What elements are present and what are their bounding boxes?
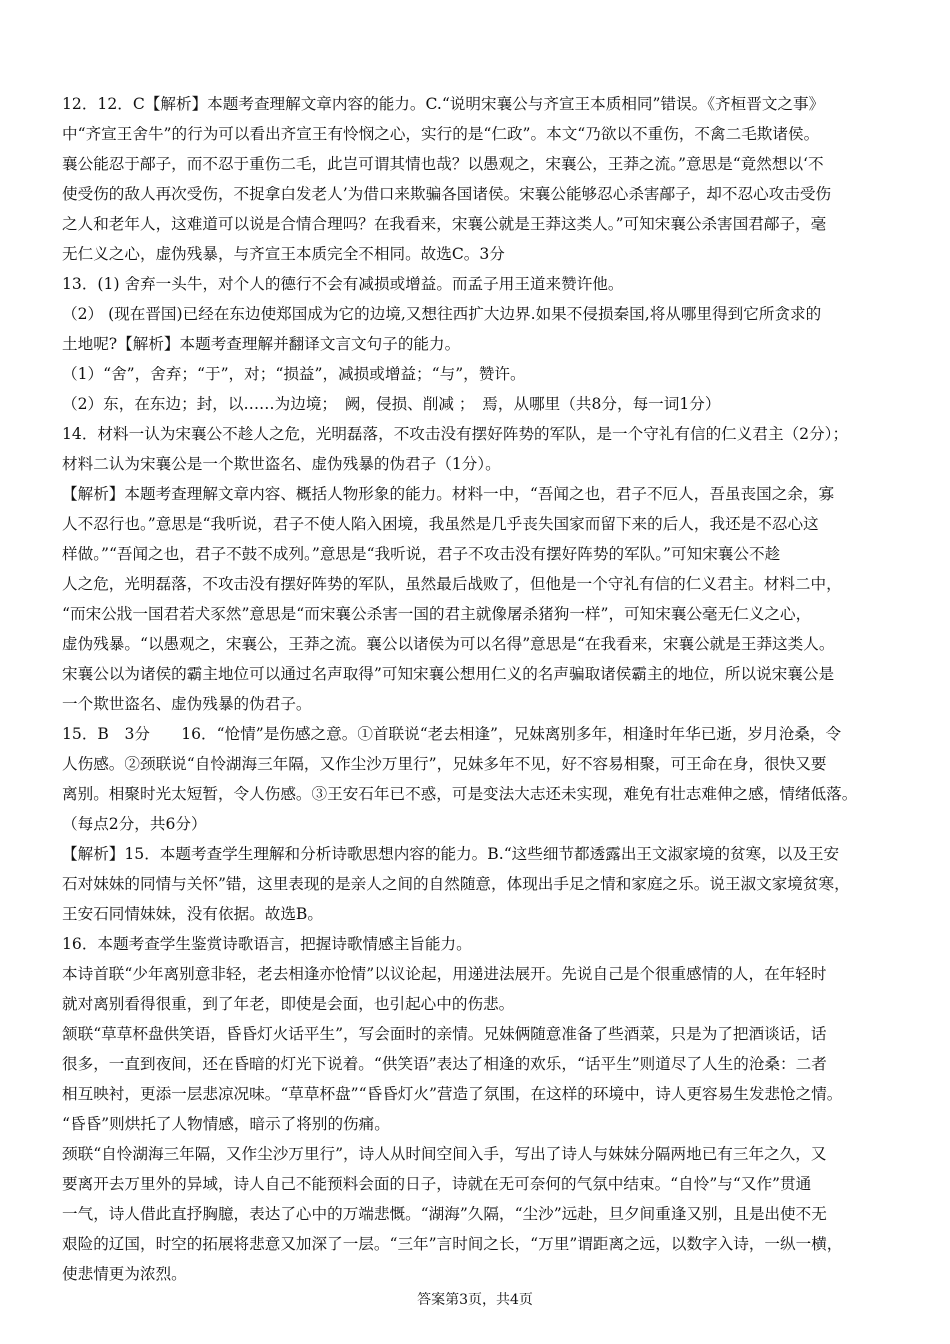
text-line: “昏昏”则烘托了人物情感，暗示了将别的伤痛。	[62, 1115, 390, 1133]
page-footer: 答案第3页，共4页	[417, 1292, 533, 1308]
text-line: 很多，一直到夜间，还在昏暗的灯光下说着。“供笑语”表达了相逢的欢乐，“话平生”则道尽了人生的沧桑：二者	[62, 1055, 827, 1073]
text-line: 【解析】15．本题考查学生理解和分析诗歌思想内容的能力。B.“这些细节都透露出王文淑家境的贫寒，以及王安	[62, 845, 840, 863]
text-line: 一气，诗人借此直抒胸臆，表达了心中的万端悲慨。“湖海”久隔，“尘沙”远赴，旦夕间重逢又别，且是出使不无	[62, 1205, 827, 1223]
text-line: 要离开去万里外的异域，诗人自己不能预料会面的日子，诗就在无可奈何的气氛中结束。“自怜”与“又作”贯通	[62, 1175, 812, 1193]
text-line: 土地呢?【解析】本题考查理解并翻译文言文句子的能力。	[62, 335, 461, 353]
text-line: 使悲情更为浓烈。	[62, 1265, 187, 1283]
text-line: 12．12．C【解析】本题考查理解文章内容的能力。C.“说明宋襄公与齐宣王本质相同”错误。《齐桓晋文之事》	[62, 95, 825, 113]
text-line: 虚伪残暴。“以愚观之，宋襄公，王莽之流。襄公以诸侯为可以名得”意思是“在我看来，宋襄公就是王莽这类人。	[62, 635, 835, 653]
answer-text-body	[62, 89, 894, 1289]
text-line: 使受伤的敌人再次受伤，不捉拿白发老人’为借口来欺骗各国诸侯。宋襄公能够忍心杀害鄗子，却不忍心攻击受伤	[62, 185, 832, 203]
text-line: 【解析】本题考查理解文章内容、概括人物形象的能力。材料一中，“吾闻之也，君子不厄人，吾虽丧国之余，寡	[62, 485, 835, 503]
text-line: 人伤感。②颈联说“自怜湖海三年隔，又作尘沙万里行”，兄妹多年不见，好不容易相聚，可王命在身，很快又要	[62, 755, 827, 773]
text-line: 材料二认为宋襄公是一个欺世盗名、虚伪残暴的伪君子（1分）。	[62, 455, 501, 473]
text-line: 王安石同情妹妹，没有依据。故选B。	[62, 905, 323, 923]
text-line: 15．B 3分 16．“怆情”是伤感之意。①首联说“老去相逢”，兄妹离别多年，相逢时年华已逝，岁月沧桑，令	[62, 725, 842, 743]
text-line: 16．本题考查学生鉴赏诗歌语言，把握诗歌情感主旨能力。	[62, 935, 472, 953]
text-line: “而宋公戕一国君若犬豕然”意思是“而宋襄公杀害一国的君主就像屠杀猪狗一样”，可知宋襄公毫无仁义之心，	[62, 605, 812, 623]
text-line: （2）东，在东边；封，以……为边境； 阙，侵损、削减 ； 焉，从哪里（共8分，每一词1分）	[62, 395, 721, 413]
text-line: 14．材料一认为宋襄公不趁人之危，光明磊落，不攻击没有摆好阵势的军队，是一个守礼有信的仁义君主（2分）；	[62, 425, 849, 443]
text-line: 无仁义之心，虚伪残暴，与齐宣王本质完全不相同。故选C。3分	[62, 245, 505, 263]
text-line: 本诗首联“少年离别意非轻，老去相逢亦怆情”以议论起，用递进法展开。先说自己是个很重感情的人，在年轻时	[62, 965, 827, 983]
text-line: 样做。”“吾闻之也，君子不鼓不成列。”意思是“我听说，君子不攻击没有摆好阵势的军队。”可知宋襄公不趁	[62, 545, 781, 563]
text-line: （2） (现在晋国)已经在东边使郑国成为它的边境,又想往西扩大边界.如果不侵损秦国,将从哪里得到它所贪求的	[62, 305, 822, 323]
text-line: 颔联“草草杯盘供笑语，昏昏灯火话平生”，写会面时的亲情。兄妹俩随意准备了些酒菜，只是为了把酒谈话，话	[62, 1025, 827, 1043]
text-line: 离别。相聚时光太短暂，令人伤感。③王安石年已不惑，可是变法大志还未实现，难免有壮志难伸之感，情绪低落。	[62, 785, 858, 803]
text-line: 相互映衬，更添一层悲凉况味。“草草杯盘”“昏昏灯火”营造了氛围，在这样的环境中，诗人更容易生发悲怆之情。	[62, 1085, 843, 1103]
text-line: 襄公能忍于鄗子，而不忍于重伤二毛，此岂可谓其情也哉？以愚观之，宋襄公，王莽之流。”意思是“竟然想以‘不	[62, 155, 824, 173]
text-line: 中“齐宣王舍牛”的行为可以看出齐宣王有怜悯之心，实行的是“仁政”。本文“乃欲以不重伤，不禽二毛欺诸侯。	[62, 125, 820, 143]
text-line: 一个欺世盗名、虚伪残暴的伪君子。	[62, 695, 312, 713]
text-line: 宋襄公以为诸侯的霸主地位可以通过名声取得”可知宋襄公想用仁义的名声骗取诸侯霸主的地位，所以说宋襄公是	[62, 665, 835, 683]
text-line: 人不忍行也。”意思是“我听说，君子不使人陷入困境，我虽然是几乎丧失国家而留下来的后人，我还是不忍心这	[62, 515, 819, 533]
text-line: 颈联“自怜湖海三年隔，又作尘沙万里行”，诗人从时间空间入手，写出了诗人与妹妹分隔两地已有三年之久，又	[62, 1145, 827, 1163]
text-line: （1）“舍”，舍弃；“于”，对；“损益”，减损或增益；“与”，赞许。	[62, 365, 526, 383]
text-line: 艰险的辽国，时空的拓展将悲意又加深了一层。“三年”言时间之长，“万里”谓距离之远，以数字入诗，一纵一横，	[62, 1235, 843, 1253]
text-line: 人之危，光明磊落，不攻击没有摆好阵势的军队，虽然最后战败了，但他是一个守礼有信的仁义君主。材料二中，	[62, 575, 842, 593]
text-line: 就对离别看得很重，到了年老，即使是会面，也引起心中的伤悲。	[62, 995, 515, 1013]
text-line: 之人和老年人，这难道可以说是合情合理吗？在我看来，宋襄公就是王莽这类人。”可知宋襄公杀害国君鄗子，毫	[62, 215, 827, 233]
text-line: 石对妹妹的同情与关怀”错，这里表现的是亲人之间的自然随意，体现出手足之情和家庭之乐。说王淑文家境贫寒，	[62, 875, 850, 893]
text-line: （每点2分，共6分）	[62, 815, 207, 833]
text-line: 13．(1) 舍弃一头牛，对个人的德行不会有减损或增益。而孟子用王道来赞许他。	[62, 275, 624, 293]
